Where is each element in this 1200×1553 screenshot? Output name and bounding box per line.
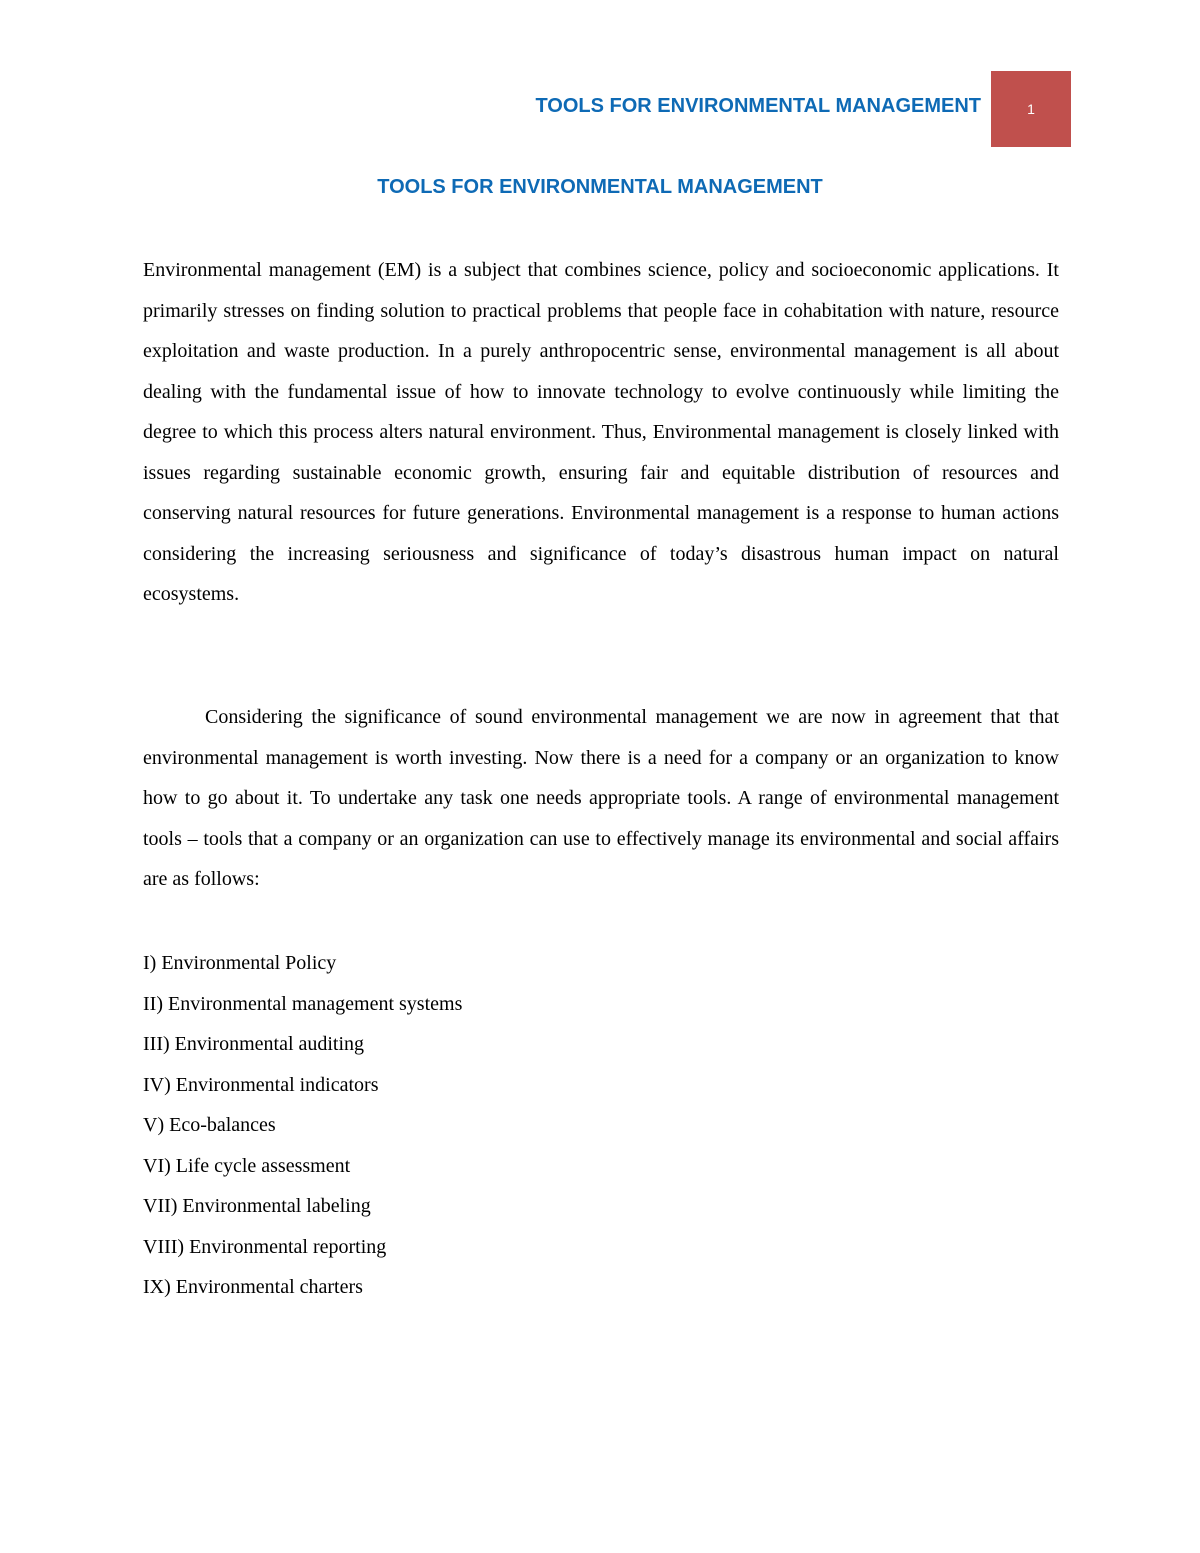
list-item: V) Eco-balances [143,1114,276,1136]
list-item: I) Environmental Policy [143,952,337,974]
page-number-box [991,71,1071,147]
page-number: 1 [1027,101,1035,117]
list-item: VIII) Environmental reporting [143,1235,387,1258]
paragraph-intro: Environmental management (EM) is a subject that combines science, policy and socioeconomic applications. It primarily stresses on finding solution to practical problems that people face in cohabitation with nature, resource exploitation and waste production. In a purely anthropocentric sense, environmental management is all about dealing with the fundamental issue of how to innovate technology to evolve continuously while limiting the degree to which this process alters natural environment. Thus, Environmental management is closely linked with issues regarding sustainable economic growth, ensuring fair and equitable distribution of resources and conserving natural resources for future generations. Environmental management is a response to human actions considering the increasing seriousness and significance of today’s disastrous human impact on natural ecosystems. [143,259,1059,605]
list-item: IX) Environmental charters [143,1276,363,1298]
document-title: TOOLS FOR ENVIRONMENTAL MANAGEMENT [377,176,823,198]
list-item: II) Environmental management systems [143,992,463,1015]
list-item: IV) Environmental indicators [143,1073,379,1096]
list-item: VII) Environmental labeling [143,1195,371,1217]
list-item: III) Environmental auditing [143,1033,365,1055]
list-item: VI) Life cycle assessment [143,1154,351,1177]
tools-list [143,943,462,1308]
paragraph-tools-intro: Considering the significance of sound environmental management we are now in agreement that that environmental management is worth investing. Now there is a need for a company or an organization to know how to go about it. To undertake any task one needs appropriate tools. A range of environmental management tools – tools that a company or an organization can use to effectively manage its environmental and social affairs are as follows: [143,706,1059,890]
running-header-title: TOOLS FOR ENVIRONMENTAL MANAGEMENT [535,95,981,117]
